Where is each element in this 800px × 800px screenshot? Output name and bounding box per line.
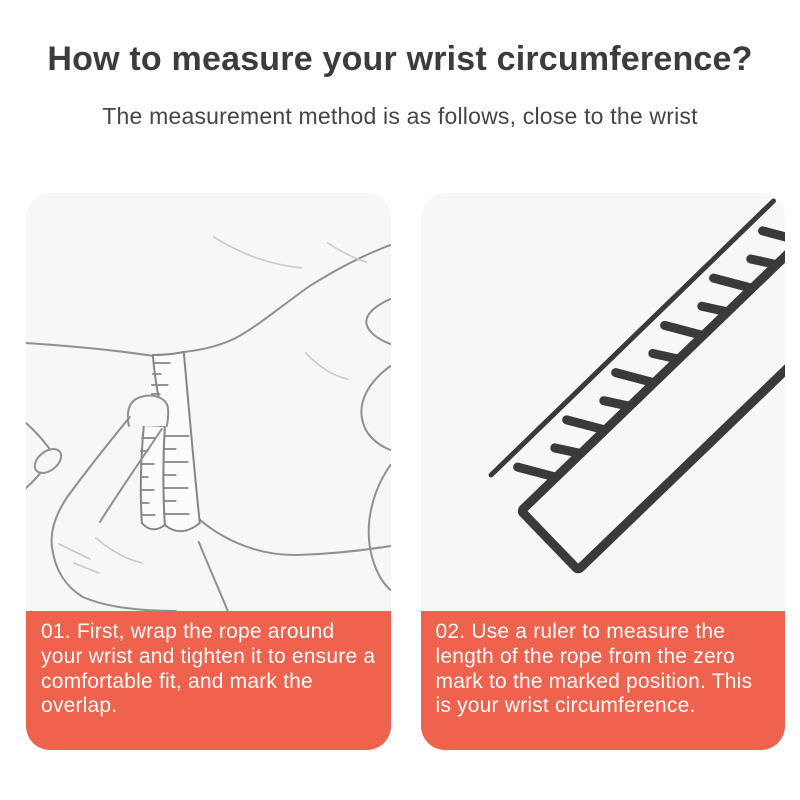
- illustration-panel-1: [26, 193, 391, 611]
- page-subtitle: The measurement method is as follows, close to the wrist: [102, 103, 698, 129]
- step-caption-text-1: 01. First, wrap the rope around your wrist and tighten it to ensure a comfortable fit, and mark the overlap.: [41, 620, 376, 718]
- page-title: How to measure your wrist circumference?: [47, 40, 753, 78]
- step-caption-text-2: 02. Use a ruler to measure the length of the rope from the zero mark to the marked position. This is your wrist circumference.: [435, 620, 753, 718]
- step-caption-2: [421, 611, 786, 750]
- step-caption-1: [26, 611, 391, 750]
- illustration-panel-2: [421, 193, 786, 611]
- rope-line: [491, 201, 773, 475]
- ruler-illustration: [421, 193, 786, 611]
- wrist-measure-illustration: [26, 193, 391, 611]
- step-card-1: [26, 193, 391, 750]
- steps-row: [26, 193, 785, 750]
- step-card-2: [421, 193, 786, 750]
